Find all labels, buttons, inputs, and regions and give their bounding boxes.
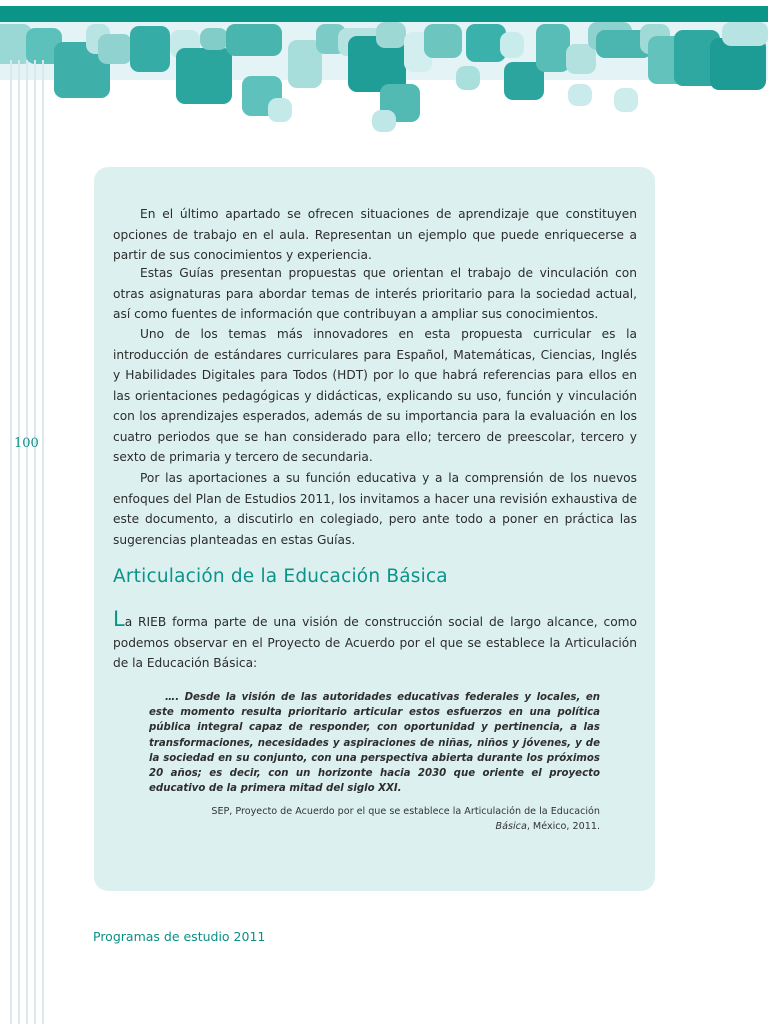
vertical-line — [10, 60, 12, 1024]
decor-square — [176, 48, 232, 104]
citation-tail: , México, 2011. — [526, 820, 600, 832]
decor-square — [568, 84, 592, 106]
decor-square — [376, 22, 406, 48]
citation-text: SEP, Proyecto de Acuerdo por el que se establece la Articulación de la Educación — [211, 806, 600, 817]
footer-title: Programas de estudio 2011 — [93, 929, 266, 944]
paragraph: Uno de los temas más innovadores en esta propuesta curricular es la introducción de estándares curriculares para Español, Matemáticas, Ciencias, Inglés y Habilidades Digitales para Todos (HDT) por lo que habrá referencias para ellos en las orientaciones pedagógicas y didácticas, explicando su uso, función y vinculación con los aprendizajes esperados, además de su importancia para la evaluación en los cuatro periodos que se han considerado para ello; tercero de preescolar, tercero y sexto de primaria y tercero de secundaria. — [113, 327, 637, 464]
decor-square — [722, 22, 768, 46]
decor-square — [200, 28, 228, 50]
section-intro-text: a RIEB forma parte de una visión de construcción social de largo alcance, como podemos observar en el Proyecto de Acuerdo por el que se establece la Articulación de la Educación Básica: — [113, 615, 637, 670]
vertical-line — [42, 60, 44, 1024]
header-bar — [0, 6, 768, 22]
quote-citation — [200, 805, 600, 834]
decor-square — [536, 24, 570, 72]
decor-square — [456, 66, 480, 90]
decor-square — [268, 98, 292, 122]
page-number: 100 — [14, 436, 39, 451]
block-quote: …. Desde la visión de las autoridades educativas federales y locales, en este momento resulta prioritario articular estos esfuerzos en una política pública integral capaz de responder, con oportunidad y pertinencia, a las transformaciones, necesidades y aspiraciones de niñas, niños y jóvenes, y de la sociedad en su conjunto, con una perspectiva abierta durante los próximos 20 años; es decir, con un horizonte hacia 2030 que oriente el proyecto educativo de la primera mitad del siglo XXI. — [149, 692, 600, 795]
section-intro-paragraph — [113, 607, 637, 674]
paragraph: En el último apartado se ofrecen situaciones de aprendizaje que constituyen opciones de trabajo en el aula. Representan un ejemplo que puede enriquecerse a partir de sus conocimientos y experiencia. — [113, 207, 637, 262]
vertical-line — [26, 60, 28, 1024]
decorative-header-band — [0, 0, 768, 140]
vertical-line — [34, 60, 36, 1024]
section-title: Articulación de la Educación Básica — [113, 566, 448, 587]
decor-square — [614, 88, 638, 112]
decor-square — [98, 34, 132, 64]
decor-square — [130, 26, 170, 72]
paragraph: Estas Guías presentan propuestas que orientan el trabajo de vinculación con otras asignaturas para abordar temas de interés prioritario para la sociedad actual, así como fuentes de información que contribuyan a ampliar sus conocimientos. — [113, 266, 637, 321]
decor-square — [424, 24, 462, 58]
citation-italic: Básica — [495, 820, 527, 832]
paragraph: Por las aportaciones a su función educativa y a la comprensión de los nuevos enfoques del Plan de Estudios 2011, los invitamos a hacer una revisión exhaustiva de este documento, a discutirlo en colegiado, pero ante todo a poner en práctica las sugerencias planteadas en estas Guías. — [113, 471, 638, 547]
vertical-lines-decoration — [10, 60, 44, 1024]
decor-square — [372, 110, 396, 132]
drop-cap: L — [113, 607, 125, 631]
vertical-line — [18, 60, 20, 1024]
decor-square — [500, 32, 524, 58]
decor-square — [226, 24, 282, 56]
